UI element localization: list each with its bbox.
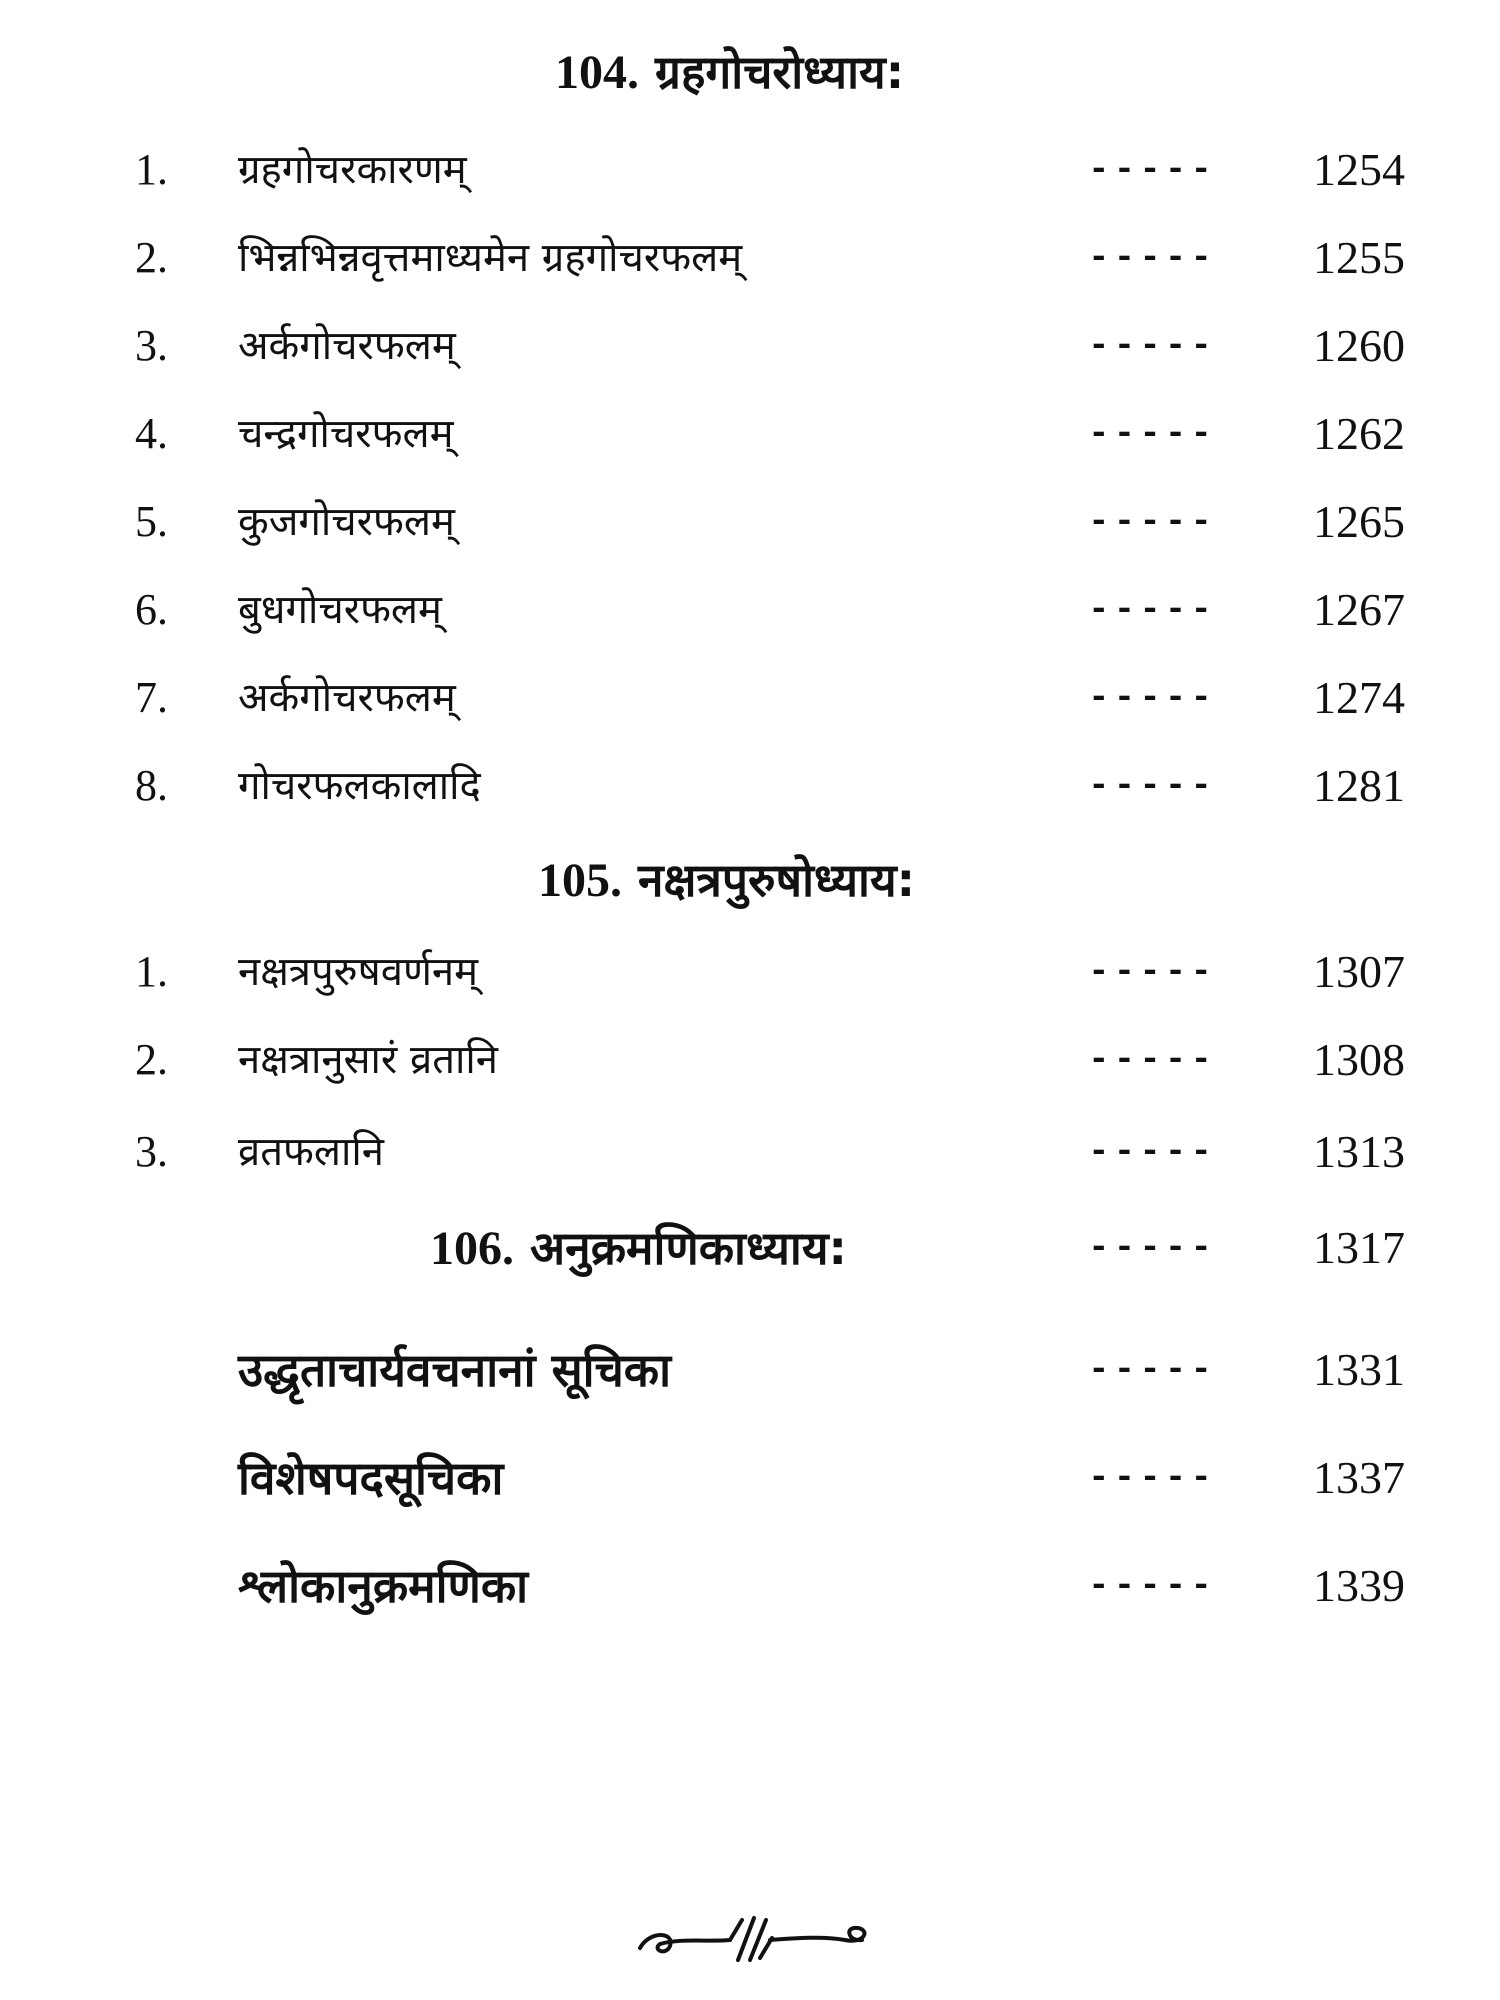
page-number: 1265 (1313, 496, 1405, 547)
toc-row[interactable] (0, 492, 1500, 552)
index-title: उद्धृताचार्यवचनानां सूचिका (238, 1343, 672, 1397)
item-index: 1. (135, 947, 168, 996)
page-number: 1255 (1313, 232, 1405, 283)
scroll-flourish-icon (630, 1910, 880, 1970)
leader-dashes: ----- (1088, 1457, 1217, 1498)
item-title: भिन्नभिन्नवृत्तमाध्यमेन ग्रहगोचरफलम् (238, 235, 743, 281)
toc-row[interactable] (0, 1030, 1500, 1090)
page-number: 1281 (1313, 760, 1405, 811)
page-number: 1307 (1313, 946, 1405, 997)
toc-row[interactable] (0, 580, 1500, 640)
leader-dashes: ----- (1088, 237, 1217, 278)
toc-row[interactable] (0, 756, 1500, 816)
item-index: 1. (135, 145, 168, 194)
item-title: गोचरफलकालादि (238, 763, 481, 809)
leader-dashes: ----- (1088, 1039, 1217, 1080)
leader-dashes: ----- (1088, 149, 1217, 190)
page-number: 1317 (1313, 1222, 1405, 1273)
toc-row[interactable] (0, 140, 1500, 200)
leader-dashes: ----- (1088, 1227, 1217, 1268)
item-title: बुधगोचरफलम् (238, 587, 442, 633)
chapter-title: ग्रहगोचरोध्याय: (655, 45, 905, 99)
index-row[interactable] (0, 1556, 1500, 1616)
leader-dashes: ----- (1088, 501, 1217, 542)
item-title: अर्कगोचरफलम् (238, 675, 456, 721)
item-index: 8. (135, 761, 168, 810)
page-number: 1331 (1313, 1344, 1405, 1395)
chapter-heading-106[interactable] (0, 1218, 1500, 1278)
item-index: 3. (135, 1127, 168, 1176)
leader-dashes: ----- (1088, 589, 1217, 630)
item-title: चन्द्रगोचरफलम् (238, 411, 454, 457)
leader-dashes: ----- (1088, 1349, 1217, 1390)
page-number: 1267 (1313, 584, 1405, 635)
item-index: 6. (135, 585, 168, 634)
toc-row[interactable] (0, 316, 1500, 376)
item-title: ग्रहगोचरकारणम् (238, 147, 467, 193)
leader-dashes: ----- (1088, 1131, 1217, 1172)
chapter-title: अनुक्रमणिकाध्याय: (530, 1221, 847, 1275)
leader-dashes: ----- (1088, 413, 1217, 454)
toc-row[interactable] (0, 1122, 1500, 1182)
chapter-number: 105. (538, 854, 622, 907)
item-title: व्रतफलानि (238, 1129, 384, 1175)
chapter-heading-104 (555, 42, 904, 103)
index-title: विशेषपदसूचिका (238, 1451, 504, 1505)
item-index: 4. (135, 409, 168, 458)
page-number: 1308 (1313, 1034, 1405, 1085)
chapter-number: 104. (555, 46, 639, 99)
toc-row[interactable] (0, 404, 1500, 464)
leader-dashes: ----- (1088, 951, 1217, 992)
item-index: 2. (135, 233, 168, 282)
index-row[interactable] (0, 1448, 1500, 1508)
toc-row[interactable] (0, 668, 1500, 728)
page-number: 1339 (1313, 1560, 1405, 1611)
page-number: 1313 (1313, 1126, 1405, 1177)
page-number: 1274 (1313, 672, 1405, 723)
item-title: नक्षत्रानुसारं व्रतानि (238, 1037, 498, 1083)
page-number: 1262 (1313, 408, 1405, 459)
item-index: 7. (135, 673, 168, 722)
leader-dashes: ----- (1088, 325, 1217, 366)
item-index: 3. (135, 321, 168, 370)
chapter-heading-text (430, 1218, 847, 1279)
item-index: 5. (135, 497, 168, 546)
chapter-number: 106. (430, 1222, 514, 1275)
leader-dashes: ----- (1088, 677, 1217, 718)
chapter-title: नक्षत्रपुरुषोध्याय: (638, 853, 916, 907)
leader-dashes: ----- (1088, 1565, 1217, 1606)
item-title: कुजगोचरफलम् (238, 499, 455, 545)
page-number: 1260 (1313, 320, 1405, 371)
index-title: श्लोकानुक्रमणिका (238, 1559, 529, 1613)
toc-row[interactable] (0, 228, 1500, 288)
index-row[interactable] (0, 1340, 1500, 1400)
item-title: अर्कगोचरफलम् (238, 323, 456, 369)
chapter-heading-105 (538, 850, 915, 911)
toc-row[interactable] (0, 942, 1500, 1002)
item-index: 2. (135, 1035, 168, 1084)
item-title: नक्षत्रपुरुषवर्णनम् (238, 949, 478, 995)
leader-dashes: ----- (1088, 765, 1217, 806)
page-number: 1337 (1313, 1452, 1405, 1503)
page-number: 1254 (1313, 144, 1405, 195)
